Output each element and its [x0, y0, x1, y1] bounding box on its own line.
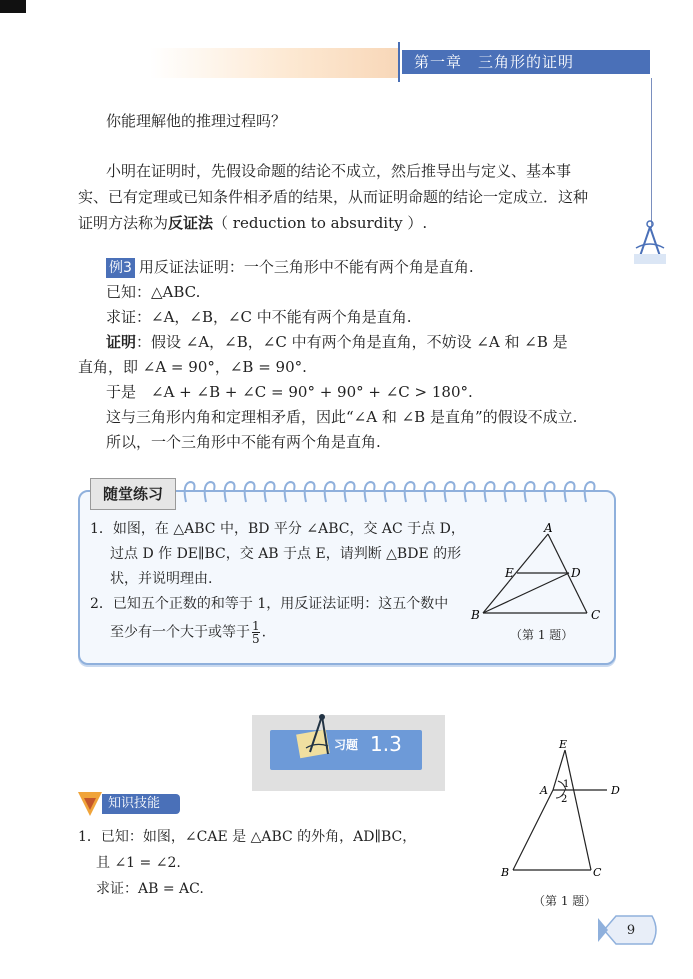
fig1-label-e: E — [505, 566, 514, 580]
pencil-icon — [76, 788, 104, 818]
practice-q2-line2: 至少有一个大于或等于 $\frac{1}{5}$ . — [110, 619, 267, 646]
proof-label: 证明 — [106, 333, 137, 351]
fig2-label-d: D — [611, 784, 620, 797]
fig1-label-c: C — [591, 608, 601, 622]
intro-question: 你能理解他的推理过程吗？ — [106, 112, 287, 130]
proof-line4: 这与三角形内角和定理相矛盾，因此“∠A 和 ∠B 是直角”的假设不成立. — [106, 408, 578, 426]
exercise-banner-number: 1.3 — [370, 732, 402, 756]
intro-para-line1: 小明在证明时，先假设命题的结论不成立，然后推导出与定义、基本事 — [106, 162, 572, 180]
fig2-label-c: C — [593, 866, 602, 879]
fig2-label-e: E — [559, 740, 568, 751]
example-tag: 例3 — [106, 258, 135, 278]
header-gradient-band — [150, 48, 400, 78]
exercise-banner-label: 习题 — [334, 738, 359, 752]
example-given: 已知：△ABC. — [106, 283, 201, 301]
term-reductio: 反证法 — [168, 214, 214, 232]
proof-line1: 证明：假设 ∠A，∠B，∠C 中有两个角是直角，不妨设 ∠A 和 ∠B 是 — [106, 333, 568, 351]
exercise-q1-line2: 且 ∠1 = ∠2. — [96, 855, 181, 871]
practice-figure-caption: （第 1 题） — [510, 628, 574, 642]
example-prove: 求证：∠A，∠B，∠C 中不能有两个角是直角. — [106, 308, 412, 326]
practice-tab: 随堂练习 — [90, 478, 176, 510]
exercise-compass-icon — [292, 712, 336, 762]
fig2-label-b: B — [501, 866, 510, 879]
fig1-label-d: D — [571, 566, 581, 580]
fig1-label-b: B — [471, 608, 480, 622]
side-rule — [651, 78, 652, 228]
fig2-angle-2: 2 — [561, 794, 568, 805]
practice-q1-line2: 过点 D 作 DE∥BC，交 AB 于点 E，请判断 △BDE 的形 — [110, 546, 462, 562]
example-title-line: 例3 用反证法证明：一个三角形中不能有两个角是直角. — [106, 254, 474, 280]
header-divider — [398, 42, 400, 82]
proof-line2: 直角，即 ∠A = 90°，∠B = 90°. — [78, 358, 307, 376]
page-number: 9 — [626, 923, 636, 938]
fig2-angle-1: 1 — [563, 779, 570, 790]
spiral-binding — [180, 478, 610, 506]
practice-q2-line1: 2．已知五个正数的和等于 1，用反证法证明：这五个数中 — [90, 596, 449, 612]
chapter-title: 第一章 三角形的证明 — [402, 50, 650, 74]
compass-icon — [630, 218, 670, 268]
corner-mark — [0, 0, 26, 13]
intro-para-line2: 实、已有定理或已知条件相矛盾的结果，从而证明命题的结论一定成立．这种 — [78, 188, 589, 206]
exercise-triangle-figure — [495, 740, 635, 890]
fig2-label-a: A — [540, 784, 548, 797]
exercise-q1-line1: 1．已知：如图，∠CAE 是 △ABC 的外角，AD∥BC， — [78, 829, 417, 845]
proof-line5: 所以，一个三角形中不能有两个角是直角. — [106, 433, 381, 451]
exercise-q1-line3: 求证：AB = AC. — [96, 881, 204, 897]
proof-line3: 于是 ∠A + ∠B + ∠C = 90° + 90° + ∠C > 180°. — [106, 383, 473, 401]
skill-tag: 知识技能 — [102, 794, 180, 814]
practice-q1-line1: 1．如图，在 △ABC 中，BD 平分 ∠ABC，交 AC 于点 D， — [90, 521, 465, 537]
intro-para-line3: 证明方法称为反证法（ reduction to absurdity ）. — [78, 214, 428, 232]
fig1-label-a: A — [544, 522, 553, 535]
exercise-figure-caption: （第 1 题） — [533, 894, 597, 908]
fraction-one-fifth: $\frac{1}{5}$ — [252, 619, 260, 646]
practice-q1-line3: 状，并说明理由. — [110, 571, 213, 587]
